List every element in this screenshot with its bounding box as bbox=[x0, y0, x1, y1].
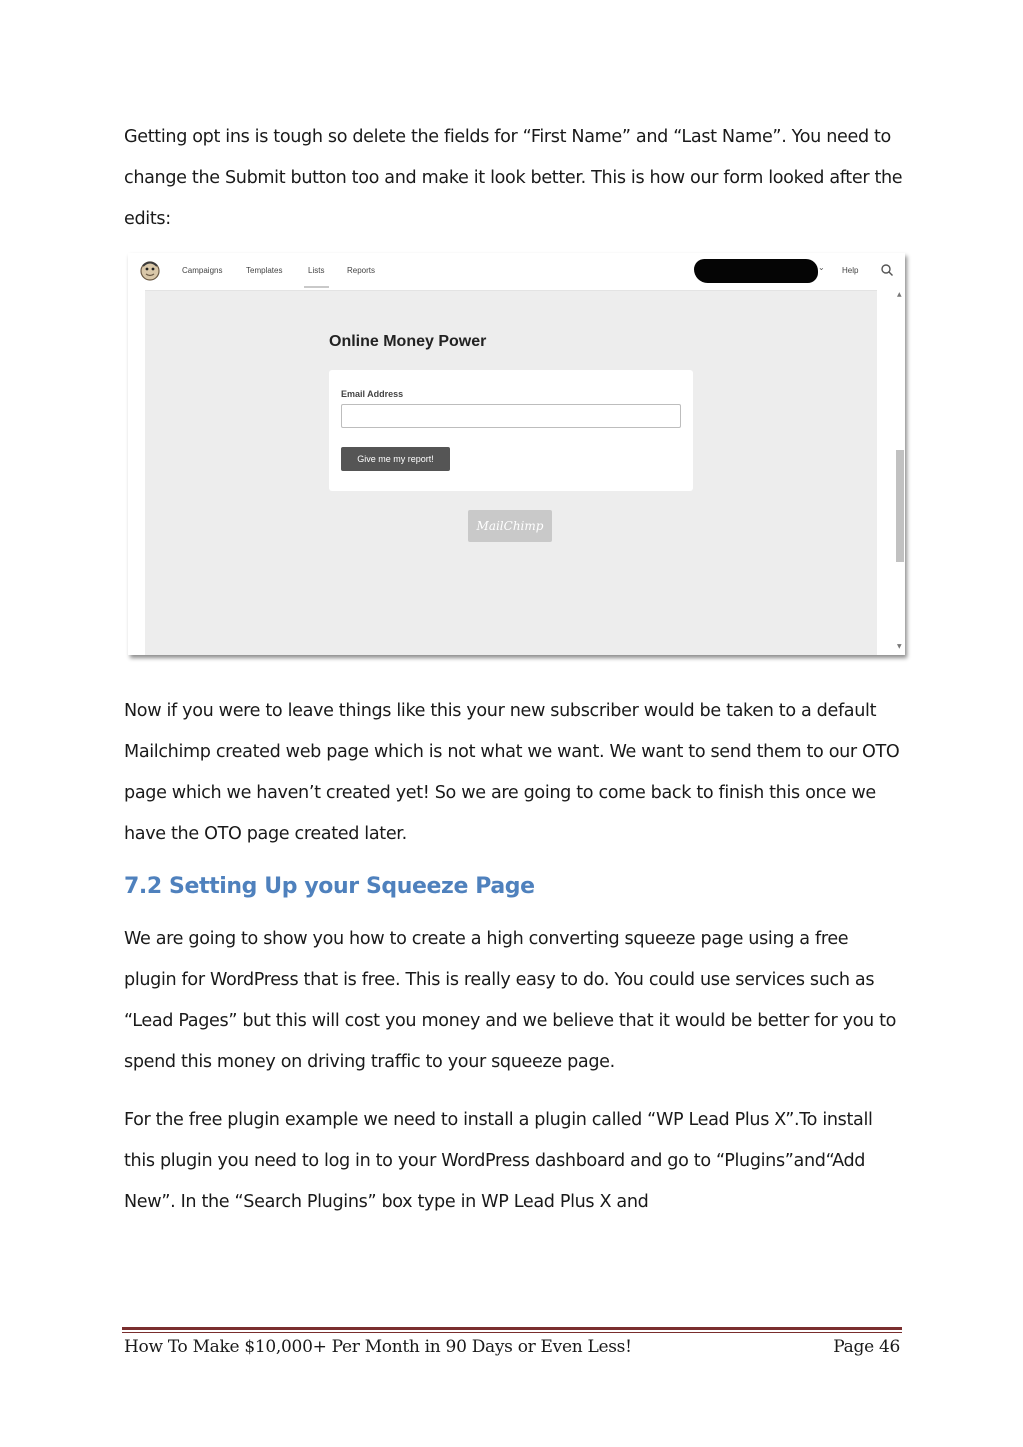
section-heading: 7.2 Setting Up your Squeeze Page bbox=[124, 874, 535, 899]
page-number: Page 46 bbox=[833, 1337, 900, 1357]
nav-lists[interactable]: Lists bbox=[308, 266, 325, 275]
email-field[interactable] bbox=[341, 404, 681, 428]
mailchimp-logo-icon bbox=[140, 260, 160, 282]
search-icon[interactable] bbox=[880, 263, 894, 277]
nav-help[interactable]: Help bbox=[842, 266, 859, 275]
nav-templates[interactable]: Templates bbox=[246, 266, 283, 275]
scrollbar-thumb[interactable] bbox=[896, 450, 904, 562]
scroll-up-icon[interactable]: ▲ bbox=[897, 291, 902, 298]
nav-reports[interactable]: Reports bbox=[347, 266, 376, 275]
active-tab-indicator bbox=[304, 286, 329, 288]
redacted-account-name bbox=[694, 259, 818, 283]
paragraph-squeeze: We are going to show you how to create a high converting squeeze page using a free plugin for WordPress that is free. This is really easy to do. You could use services such as “Lead Pages” but this will cost you money and we believe that it would be better for you to spend this money on driving traffic to your squeeze page. bbox=[124, 929, 897, 1072]
email-field-label: Email Address bbox=[341, 389, 404, 399]
paragraph-redirect: Now if you were to leave things like this your new subscriber would be taken to a default Mailchimp created web page which is not what we want. We want to send them to our OTO page which we haven’t created yet! So we are going to come back to finish this once we have the OTO page created later. bbox=[124, 701, 900, 844]
signup-form-card bbox=[329, 370, 693, 491]
submit-button[interactable]: Give me my report! bbox=[341, 447, 450, 471]
form-title: Online Money Power bbox=[329, 333, 487, 350]
paragraph-intro: Getting opt ins is tough so delete the fields for “First Name” and “Last Name”. You need to change the Submit button too and make it look better. This is how our form looked after the edits: bbox=[124, 127, 903, 229]
nav-campaigns[interactable]: Campaigns bbox=[182, 266, 223, 275]
mailchimp-form-screenshot bbox=[128, 253, 905, 655]
mailchimp-badge[interactable]: MailChimp bbox=[468, 510, 552, 542]
footer-rule-thick bbox=[122, 1327, 902, 1330]
footer-rule-thin bbox=[122, 1332, 902, 1333]
footer-title: How To Make $10,000+ Per Month in 90 Days or Even Less! bbox=[124, 1337, 632, 1357]
paragraph-plugin: For the free plugin example we need to install a plugin called “WP Lead Plus X”.To install this plugin you need to log in to your WordPress dashboard and go to “Plugins”and“Add New”. In the “Search Plugins” box type in WP Lead Plus X and bbox=[124, 1110, 873, 1212]
app-top-bar bbox=[128, 253, 905, 291]
chevron-down-icon[interactable]: ⌄ bbox=[818, 263, 825, 272]
left-gutter bbox=[128, 290, 145, 655]
scroll-down-icon[interactable]: ▼ bbox=[897, 643, 902, 650]
